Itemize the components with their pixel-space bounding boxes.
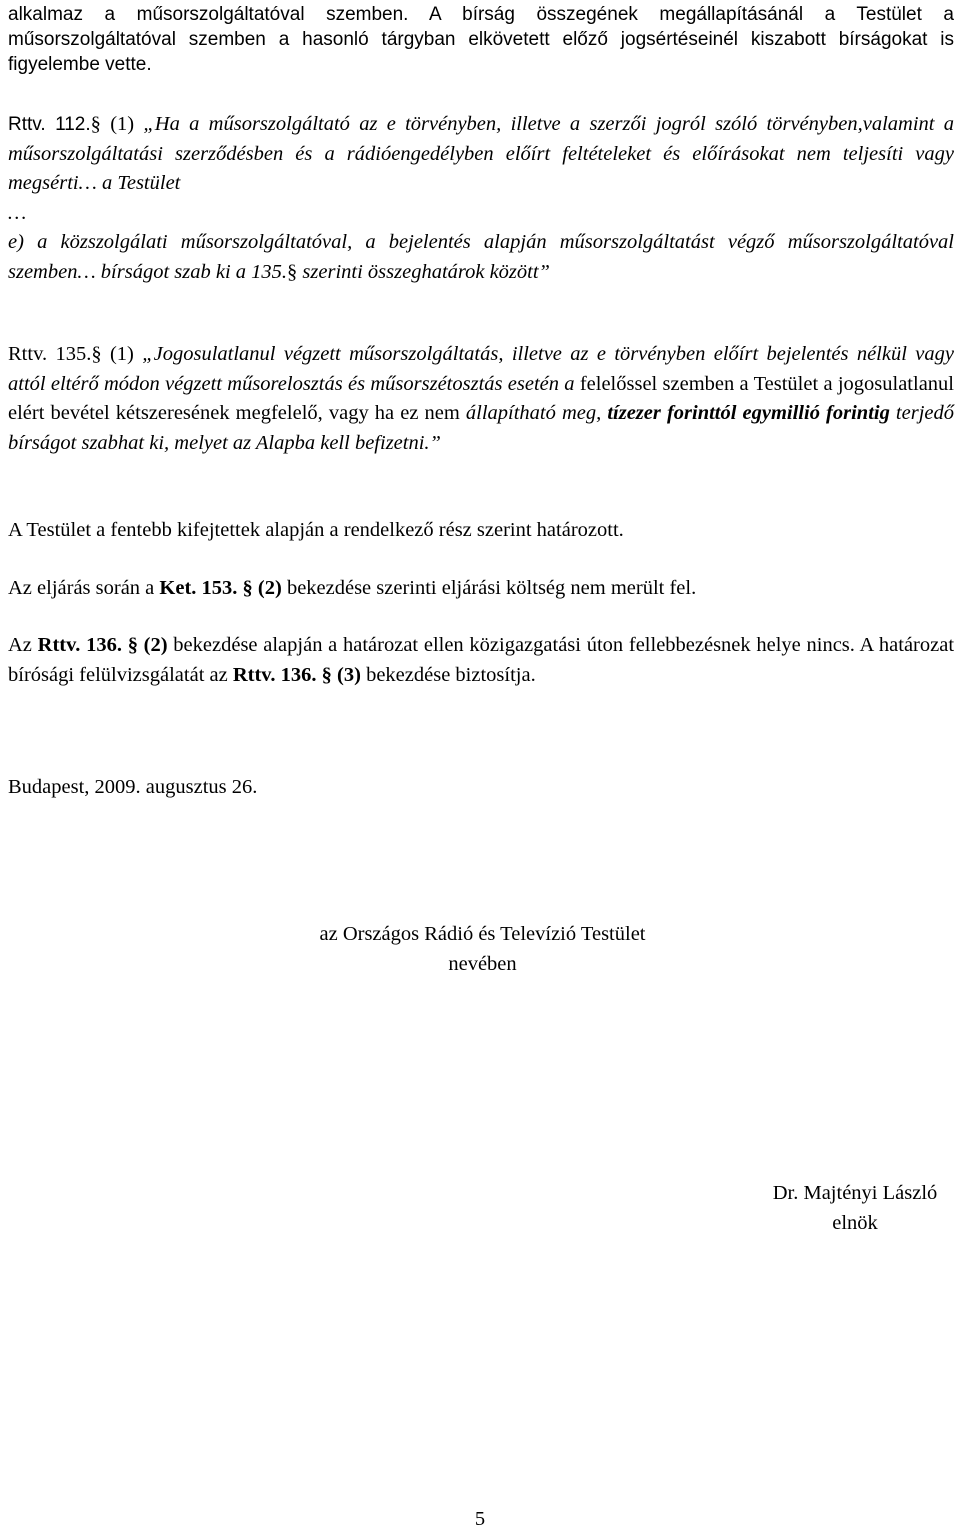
rttv-112-ref: Rttv. 112. [8, 114, 91, 135]
decision-statement: A Testület a fentebb kifejtettek alapján a rendelkező rész szerint határozott. [8, 519, 624, 541]
section-sign: § [91, 343, 102, 365]
rttv-112-quote: „Ha a műsorszolgáltató az e törvényben, illetve a szerzői jogról szóló törvényben,valamint a műsorszolgáltatási szerződésben és a rádióengedélyben előírt feltételeket és előírásokat nem teljesíti vagy megsérti… a Testület [8, 113, 955, 194]
place-date: Budapest, 2009. augusztus 26. [8, 776, 258, 798]
rttv-135-paragraph [8, 340, 954, 458]
appeal-para-3: (3) [337, 663, 361, 686]
rttv-136-ref: Rttv. 136. [37, 634, 122, 656]
on-behalf-line-1: az Országos Rádió és Televízió Testület [319, 923, 646, 945]
ket-153-ref: Ket. 153. [159, 577, 238, 599]
rttv-135-amount: tízezer forinttól egymillió forintig [607, 402, 890, 424]
page-number: 5 [474, 1508, 486, 1530]
appeal-statement [8, 631, 954, 690]
ellipsis-line [8, 199, 954, 229]
rttv-112-paragraph [8, 110, 954, 199]
rttv-135-ref: Rttv. 135. [8, 343, 92, 365]
signer-name: Dr. Majtényi László [772, 1182, 938, 1204]
rttv-136-ref-2: Rttv. 136. [232, 663, 317, 686]
rttv-135-num: (1) [101, 343, 143, 365]
appeal-suffix: bekezdése biztosítja. [360, 663, 536, 686]
section-sign: § [287, 260, 298, 283]
on-behalf-line-2: nevében [448, 952, 517, 975]
costs-suffix: bekezdése szerinti eljárási költség nem merült fel. [281, 577, 697, 599]
rttv-112-num: (1) [100, 113, 144, 135]
section-sign: § [90, 113, 101, 135]
section-sign: § [321, 663, 332, 686]
point-e-text: e) a közszolgálati műsorszolgáltatóval, a bejelentés alapján műsorszolgáltatást végző műsorszolgáltatóval szemben… bírságot szab ki a 135. [8, 231, 954, 283]
appeal-mid: bekezdése alapján a határozat ellen közigazgatási úton fellebbezésnek helye nincs. A határozat bírósági felülvizsgálatát az [8, 634, 955, 686]
appeal-para-2: (2) [143, 634, 168, 656]
costs-statement [8, 574, 954, 604]
costs-prefix: Az eljárás során a [8, 577, 160, 599]
signer-title: elnök [832, 1211, 878, 1234]
section-sign: § [242, 577, 253, 599]
on-behalf-block [260, 920, 705, 979]
section-sign: § [127, 634, 138, 656]
rttv-112-point-e [8, 228, 954, 287]
intro-paragraph: alkalmaz a műsorszolgáltatóval szemben. A bírság összegének megállapításánál a Testület a műsorszolgáltatóval szemben a hasonló tárgyban elkövetett előző jogsértéseinél kiszabott bírságokat is figyelembe vette. [8, 4, 954, 75]
ellipsis: … [8, 202, 27, 224]
rttv-135-quote-start: „Jogosulatlanul végzett műsorszolgáltatás, illetve az e törvényben előírt bejelentés nélkül vagy attól eltérő módon végzett műsorelosztás és műsorszétosztás esetén a [8, 343, 954, 395]
costs-para: (2) [257, 577, 282, 599]
rttv-135-quote-end: terjedő bírságot szabhat ki, melyet az Alapba kell befizetni.” [8, 402, 954, 454]
signature-block [730, 1179, 960, 1238]
appeal-prefix: Az [8, 634, 38, 656]
rttv-135-normal: felelőssel szemben a Testület a jogosulatlanul elért bevétel kétszeresének megfelelő, vagy ha ez nem [8, 372, 954, 424]
point-e-end: szerinti összeghatárok között” [297, 260, 550, 283]
rttv-135-quote-mid: állapítható meg, [459, 402, 608, 424]
